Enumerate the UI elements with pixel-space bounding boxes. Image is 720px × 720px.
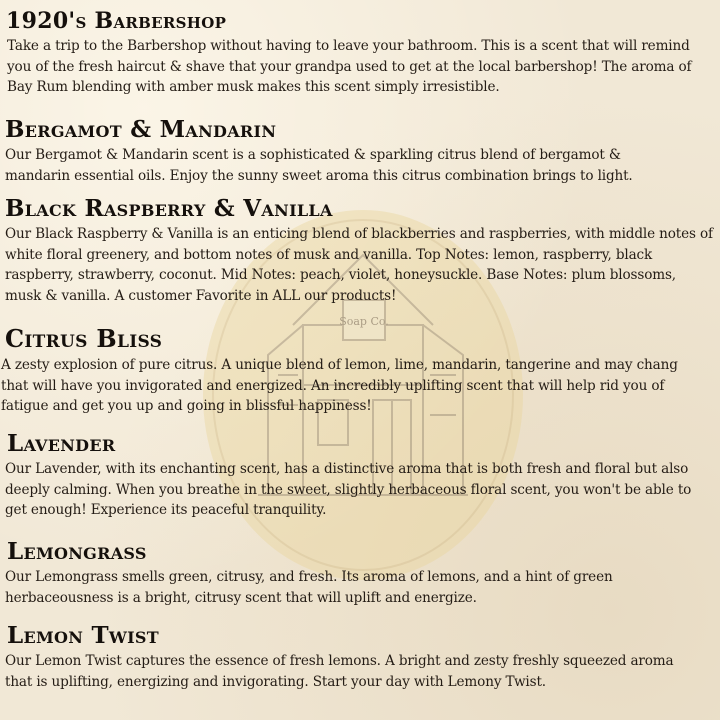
scent-title: 1920's Barbershop	[6, 8, 227, 34]
scent-description: Our Bergamot & Mandarin scent is a sophisticated & sparkling citrus blend of bergamot & mandarin essential oils. Enjoy the sunny sweet aroma this citrus combination brings to light.	[5, 147, 633, 184]
scent-description: Our Black Raspberry & Vanilla is an enticing blend of blackberries and raspberries, with middle notes of white floral greenery, and bottom notes of musk and vanilla. Top Notes: lemon, raspberry, black raspberry, strawberry, coconut. Mid Notes: peach, violet, honeysuckle. Base Notes: plum blossoms, musk & vanilla. A customer Favorite in ALL our products!	[5, 226, 713, 304]
scent-description: Our Lavender, with its enchanting scent, has a distinctive aroma that is both fresh and floral but also deeply calming. When you breathe in the sweet, slightly herbaceous floral scent, you won't be able to get enough! Experience its peaceful tranquility.	[5, 461, 692, 518]
scent-title: Black Raspberry & Vanilla	[5, 195, 333, 222]
scent-section-lemongrass	[0, 536, 718, 608]
scent-description: Our Lemon Twist captures the essence of fresh lemons. A bright and zesty freshly squeezed aroma that is uplifting, energizing and invigorating. Start your day with Lemony Twist.	[5, 653, 674, 690]
scent-description: Take a trip to the Barbershop without having to leave your bathroom. This is a scent that will remind you of the fresh haircut & shave that your grandpa used to get at the local barbershop! The aroma of Bay Rum blending with amber musk makes this scent simply irresistible.	[7, 38, 692, 95]
scent-section-lemon-twist	[0, 620, 718, 692]
logo-text: Soap Co.	[339, 315, 389, 328]
scent-title: Citrus Bliss	[5, 324, 163, 353]
scent-section-barbershop	[0, 6, 718, 98]
scent-section-black-raspberry-vanilla	[0, 194, 718, 306]
scent-title: Bergamot & Mandarin	[5, 116, 277, 143]
scent-title: Lavender	[7, 430, 116, 457]
scent-title: Lemon Twist	[7, 622, 159, 649]
scent-description: Our Lemongrass smells green, citrusy, and fresh. Its aroma of lemons, and a hint of green herbaceousness is a bright, citrusy scent that will uplift and energize.	[5, 569, 613, 606]
scent-section-bergamot-mandarin	[0, 115, 718, 186]
scent-section-lavender	[0, 428, 718, 521]
scent-description: A zesty explosion of pure citrus. A unique blend of lemon, lime, mandarin, tangerine and may chang that will have you invigorated and energized. An incredibly uplifting scent that will help rid you of fatigue and get you up and going in blissful happiness!	[1, 357, 678, 414]
scent-title: Lemongrass	[7, 538, 147, 565]
scent-section-citrus-bliss	[0, 323, 718, 417]
